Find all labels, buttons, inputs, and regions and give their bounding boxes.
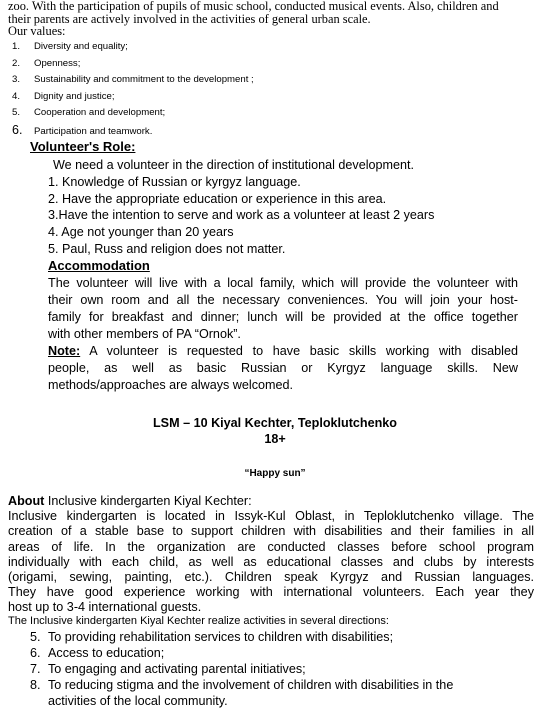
directions-intro: The Inclusive kindergarten Kiyal Kechter realize activities in several directions: bbox=[8, 615, 389, 627]
list-item: 5. Cooperation and development; bbox=[12, 107, 166, 119]
accommodation-heading: Accommodation bbox=[48, 258, 150, 273]
intro-line: zoo. With the participation of pupils of music school, conducted musical events. Also, children and bbox=[8, 0, 499, 13]
text-line: areas of life. In the organization are conducted classes before school program bbox=[8, 539, 534, 554]
about-paragraph bbox=[8, 494, 534, 616]
intro-paragraph bbox=[8, 0, 542, 38]
directions-list bbox=[30, 629, 453, 709]
list-item: 7. To engaging and activating parental initiatives; bbox=[30, 662, 306, 676]
note-line: Note: A volunteer is requested to have basic skills working with disabled bbox=[48, 344, 518, 358]
list-item: 5. Paul, Russ and religion does not matter. bbox=[48, 241, 286, 256]
list-item: We need a volunteer in the direction of institutional development. bbox=[53, 158, 415, 172]
list-item: 5. To providing rehabilitation services to children with disabilities; bbox=[30, 630, 394, 644]
list-item: 4. Dignity and justice; bbox=[12, 90, 115, 102]
text-line: Inclusive kindergarten is located in Issyk-Kul Oblast, in Teploklutchenko village. The bbox=[8, 509, 534, 524]
list-item-continuation: activities of the local community. bbox=[48, 694, 228, 708]
list-item: 8. To reducing stigma and the involvement of children with disabilities in the bbox=[30, 678, 454, 692]
list-item: 3. Sustainability and commitment to the development ; bbox=[12, 74, 254, 86]
text-line: host up to 3-4 international guests. bbox=[8, 600, 202, 615]
values-heading: Our values: bbox=[8, 24, 66, 39]
text-line: They have good experience working with international volunteers. Each year they bbox=[8, 585, 534, 600]
list-item: 1. Knowledge of Russian or kyrgyz language. bbox=[48, 174, 301, 189]
about-label: About bbox=[8, 494, 45, 508]
list-item: 3.Have the intention to serve and work as a volunteer at least 2 years bbox=[48, 208, 435, 223]
text-line: with other members of PA “Ornok”. bbox=[48, 327, 241, 341]
list-item: 6. Participation and teamwork. bbox=[12, 122, 153, 137]
list-item: 1. Diversity and equality; bbox=[12, 41, 128, 52]
accommodation-paragraph bbox=[48, 275, 518, 394]
text-line: individually with each child, as well as educational classes and clubs by interests bbox=[8, 554, 534, 569]
volunteer-role-heading: Volunteer's Role: bbox=[30, 139, 136, 154]
intro-line: their parents are actively involved in the activities of general urban scale. bbox=[8, 11, 371, 26]
list-item: 6. Access to education; bbox=[30, 646, 165, 660]
list-item: 2. Openness; bbox=[12, 57, 81, 69]
list-item: 4. Age not younger than 20 years bbox=[48, 225, 234, 240]
values-list bbox=[12, 39, 432, 139]
about-heading: About Inclusive kindergarten Kiyal Kechter: bbox=[8, 494, 252, 508]
text-line: their own room and all the necessary conveniences. You will join your host- bbox=[48, 293, 518, 307]
text-line: creation of a stable base to support children with disabilities and their families in all bbox=[8, 524, 534, 539]
note-label: Note: bbox=[48, 344, 81, 358]
text-line: (origami, sewing, painting, etc.). Children speak Kyrgyz and Russian languages. bbox=[8, 569, 534, 584]
project-name: “Happy sun” bbox=[244, 468, 306, 479]
project-title: LSM – 10 Kiyal Kechter, Teploklutchenko bbox=[152, 416, 397, 430]
list-item: 2. Have the appropriate education or experience in this area. bbox=[48, 191, 387, 206]
volunteer-role-list bbox=[48, 157, 434, 258]
text-line: The volunteer will live with a local family, which will provide the volunteer with bbox=[48, 276, 518, 290]
text-line: family for breakfast and dinner; lunch will be provided at the office together bbox=[48, 310, 518, 324]
project-age: 18+ bbox=[264, 432, 286, 446]
note-line: people, as well as basic Russian or Kyrgyz language skills. New bbox=[48, 361, 518, 375]
note-line: methods/approaches are always welcomed. bbox=[48, 378, 294, 392]
